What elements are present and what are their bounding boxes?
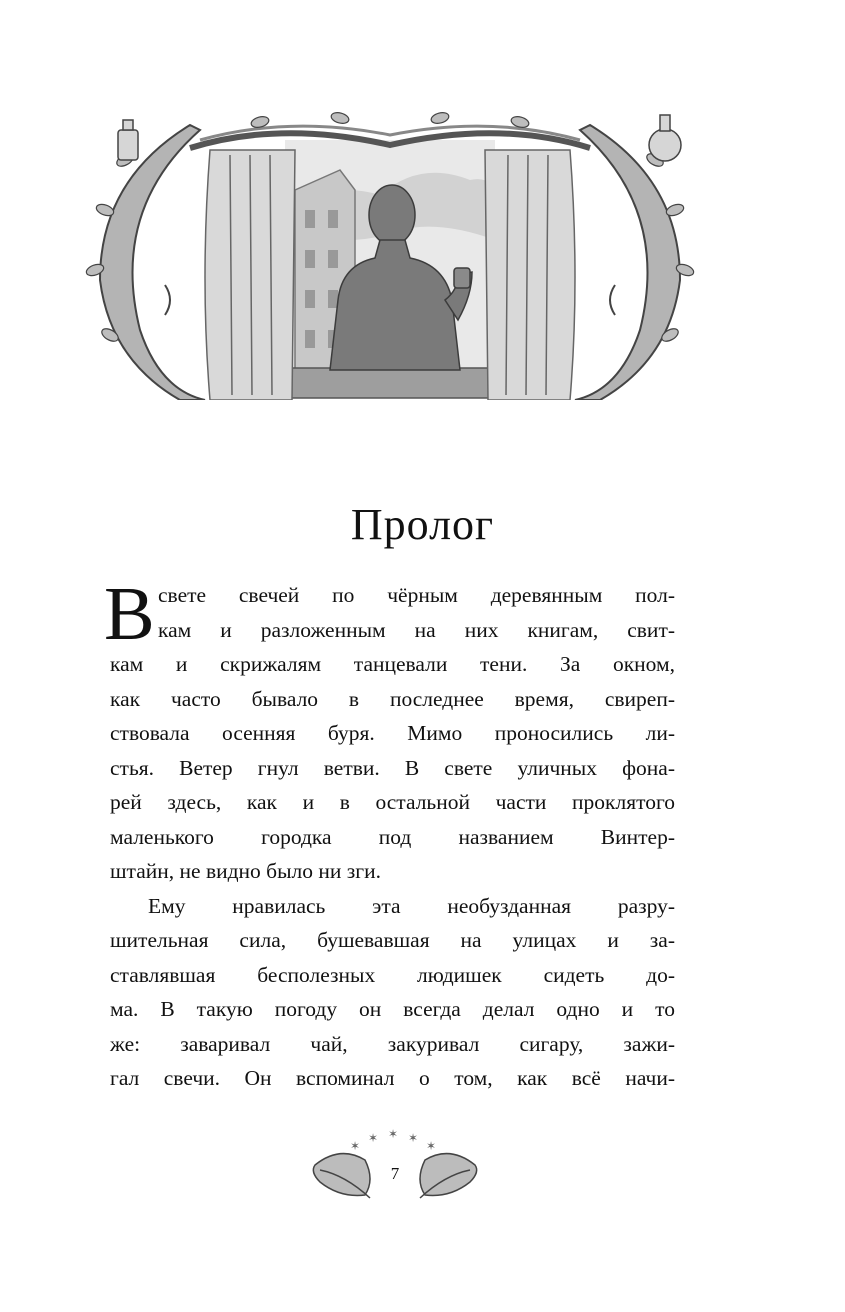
chapter-illustration bbox=[80, 100, 700, 400]
flask-icon bbox=[649, 115, 681, 161]
svg-text:✶: ✶ bbox=[368, 1131, 379, 1145]
left-curtain bbox=[205, 150, 295, 400]
page-number: 7 bbox=[390, 1164, 400, 1183]
svg-text:✶: ✶ bbox=[388, 1127, 399, 1141]
text-line: ствовала осенняя буря. Мимо проносились ли- bbox=[110, 721, 675, 745]
chapter-title: Пролог bbox=[350, 500, 495, 550]
svg-text:✶: ✶ bbox=[426, 1139, 437, 1153]
text-line: кам и скрижалям танцевали тени. За окном, bbox=[110, 652, 675, 676]
svg-text:✶: ✶ bbox=[408, 1131, 419, 1145]
paragraph-1 bbox=[104, 572, 675, 889]
star-icon bbox=[350, 1127, 436, 1153]
text-line: ма. В такую погоду он всегда делал одно и то bbox=[110, 997, 675, 1021]
bottle-icon bbox=[118, 120, 138, 160]
text-line: шительная сила, бушевавшая на улицах и за- bbox=[110, 928, 675, 952]
right-curtain bbox=[485, 150, 575, 400]
body-text bbox=[104, 572, 675, 1096]
text-line: маленького городка под названием Винтер- bbox=[110, 824, 675, 849]
svg-text:✶: ✶ bbox=[350, 1139, 361, 1153]
text-line: стья. Ветер гнул ветви. В свете уличных фона- bbox=[110, 755, 675, 780]
text-line: Ему нравилась эта необузданная разру- bbox=[148, 893, 675, 918]
text-line: как часто бывало в последнее время, свиреп- bbox=[110, 686, 675, 711]
paragraph-2 bbox=[110, 889, 675, 1096]
page-footer bbox=[300, 1120, 490, 1210]
text-line: кам и разложенным на них книгам, свит- bbox=[158, 617, 675, 642]
drop-cap: В bbox=[104, 572, 155, 656]
text-line: ставлявшая бесполезных людишек сидеть до- bbox=[110, 962, 675, 987]
text-line: штайн, не видно было ни зги. bbox=[110, 859, 381, 883]
text-line: рей здесь, как и в остальной части проклятого bbox=[110, 790, 675, 814]
text-line: свете свечей по чёрным деревянным пол- bbox=[158, 583, 675, 607]
text-line: гал свечи. Он вспоминал о том, как всё начи- bbox=[110, 1066, 675, 1090]
text-line: же: заваривал чай, закуривал сигару, зажи- bbox=[110, 1031, 675, 1056]
